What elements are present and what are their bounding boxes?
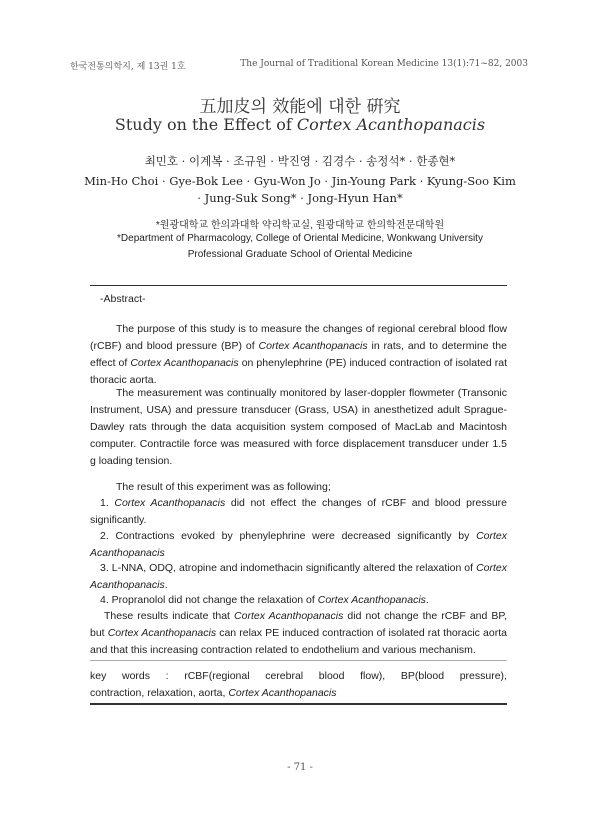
text-segment: .: [164, 579, 168, 591]
affiliation-english-line1: *Department of Pharmacology, College of Oriental Medicine, Wonkwang University: [117, 233, 483, 244]
text-segment: 3. L-NNA, ODQ, atropine and indomethacin significantly altered the relaxation of: [100, 562, 477, 574]
abstract-conclusion: [90, 608, 507, 659]
text-segment: .: [425, 594, 429, 606]
keyword-token: words: [121, 670, 150, 682]
species-name: Cortex Acanthopanacis: [90, 530, 507, 559]
text-segment: did not effect the changes of rCBF and blood pressure significantly.: [90, 497, 507, 526]
running-header-journal-korean: 한국전통의학지, 제 13권 1호: [70, 62, 186, 72]
authors-english-line1: Min-Ho Choi · Gye-Bok Lee · Gyu-Won Jo · Jin-Young Park · Kyung-Soo Kim: [84, 174, 516, 188]
top-divider: [90, 285, 507, 286]
keyword-token: key: [90, 670, 107, 682]
text-segment: did not change the rCBF and BP, but: [90, 610, 507, 639]
keyword-token: rCBF(regional: [184, 670, 250, 682]
result-item-1: [90, 495, 507, 529]
species-name: Cortex Acanthopanacis: [234, 610, 344, 622]
title-english-prefix: Study on the Effect of: [114, 115, 297, 134]
title-english: [0, 115, 600, 134]
result-item-3: [90, 560, 507, 594]
title-korean: 五加皮의 效能에 대한 硏究: [199, 97, 401, 117]
abstract-paragraph-2: The measurement was continually monitored by laser-doppler flowmeter (Transonic Instrument, USA) and pressure transducer (Grass, USA) in anesthetized adult Sprague-Dawley rats through the data acquisition system composed of MacLab and Macintosh computer. Contractile force was measured with force displacement transducer under 1.5 g loading tension.: [90, 387, 507, 467]
text-segment: The purpose of this study is to measure the changes of regional cerebral blood flow (rCBF) and blood pressure (BP) of: [90, 323, 507, 352]
species-name: Cortex Acanthopanacis: [258, 340, 368, 352]
running-header-journal-english: The Journal of Traditional Korean Medicine 13(1):71~82, 2003: [240, 59, 528, 69]
abstract-label: -Abstract-: [100, 293, 146, 305]
keyword-token: flow),: [360, 670, 386, 682]
page-number: - 71 -: [287, 762, 313, 773]
keywords-divider: [90, 660, 507, 661]
title-english-italic: Cortex Acanthopanacis: [296, 115, 486, 134]
species-name: Cortex Acanthopanacis: [107, 627, 217, 639]
result-item-2: [90, 528, 507, 562]
keyword-token: blood: [318, 670, 345, 682]
species-name: Cortex Acanthopanacis: [228, 687, 337, 699]
keyword-token: :: [165, 670, 169, 682]
species-name: Cortex Acanthopanacis: [114, 497, 226, 509]
keyword-token: pressure),: [459, 670, 507, 682]
species-name: Cortex Acanthopanacis: [90, 562, 507, 591]
authors-english-line2: · Jung-Suk Song* · Jong-Hyun Han*: [197, 191, 403, 205]
result-item-4: [90, 592, 507, 609]
text-segment: 2. Contractions evoked by phenylephrine were decreased significantly by: [100, 530, 477, 542]
affiliation-korean: *원광대학교 한의과대학 약리학교실, 원광대학교 한의학전문대학원: [155, 220, 445, 231]
authors-korean: 최민호 · 이계복 · 조규원 · 박진영 · 김경수 · 송정석* · 한종현*: [144, 154, 456, 168]
affiliation-english-line2: Professional Graduate School of Oriental Medicine: [187, 249, 413, 260]
text-segment: in rats, and to determine the effect of: [90, 340, 507, 369]
text-segment: These results indicate that: [104, 610, 235, 622]
text-segment: 1.: [100, 497, 115, 509]
species-name: Cortex Acanthopanacis: [130, 357, 239, 369]
abstract-paragraph-3: The result of this experiment was as following;: [116, 481, 331, 493]
keyword-token: cerebral: [265, 670, 304, 682]
keywords-line-1: [90, 668, 507, 685]
keyword-token: BP(blood: [400, 670, 445, 682]
keywords-line-2: [90, 685, 507, 702]
text-segment: can relax PE induced contraction of isolated rat thoracic aorta and that this increasing contraction related to endothelium and various mechanism.: [90, 627, 507, 656]
text-segment: on phenylephrine (PE) induced contraction of isolated rat thoracic aorta.: [90, 357, 507, 386]
abstract-paragraph-1: [90, 321, 507, 389]
keywords-block: [90, 668, 507, 702]
text-segment: 4. Propranolol did not change the relaxation of: [100, 594, 318, 606]
text-segment: contraction, relaxation, aorta,: [90, 687, 229, 699]
bottom-divider: [90, 703, 507, 705]
species-name: Cortex Acanthopanacis: [317, 594, 426, 606]
